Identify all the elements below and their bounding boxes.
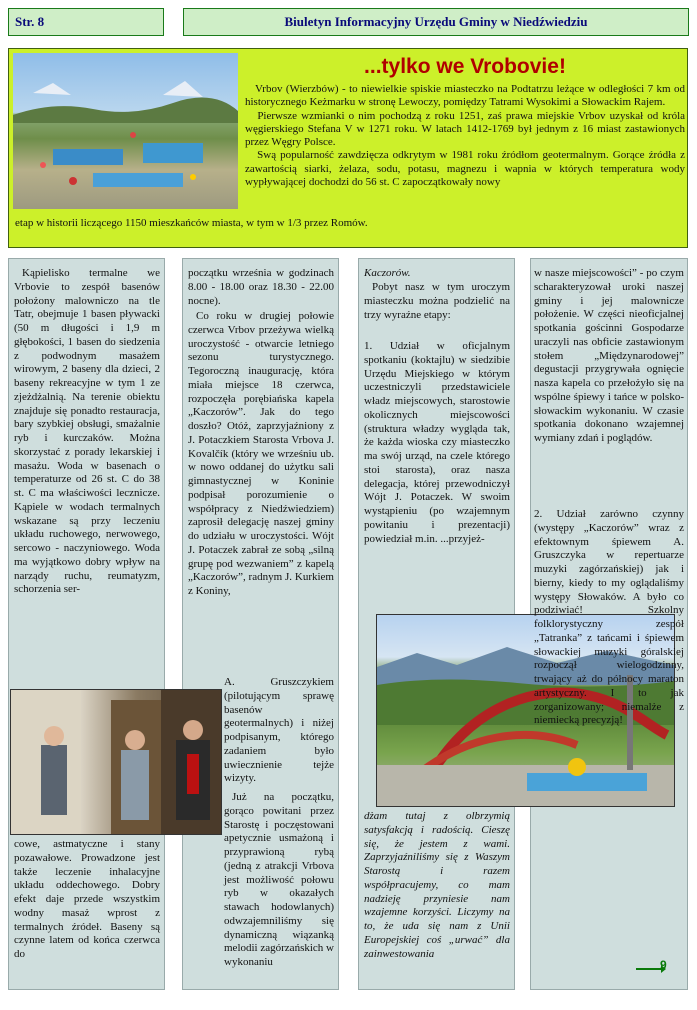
col3-text-d: dżam tutaj z olbrzymią satysfakcją i radością. Cieszę się, że jestem z wami. Zaprzyjaźniliśmy się z Waszym Starostą i razem współpracujemy, co mam nadzieję przyniesie nam wzajemne korzyści. Liczymy na to, że uda się nam z Unii Europejskiej coś „urwać” dla zainwestowania [364, 810, 510, 960]
col2-text-a: początku września w godzinach 8.00 - 18.00 oraz 18.30 - 22.00 nocne). [188, 267, 334, 307]
page-label: Str. 8 [15, 14, 45, 29]
bulletin-title: Biuletyn Informacyjny Urzędu Gminy w Niedźwiedziu [284, 14, 588, 29]
intro-title: ...tylko we Vrobovie! [364, 55, 566, 78]
col2-text-b: Co roku w drugiej połowie czerwca Vrbov przeżywa wielką uroczystość - otwarcie letniego sezonu turystycznego. Tegoroczną inaugurację, która miała miejsce 18 czerwca, rozpoczęła porębiańska kapela „Kaczorów”. Jak do tego doszło? Otóż, zaprzyjaźniony z J. Potaczkiem Starosta Vrbova J. Kovalčík (który we wrześniu ub. w nowo oddanej do użytku sali gimnastycznej w Koninie podpisał porozumienie o współpracy z Niedźwiedziem) zaprosił delegację naszej gminy do udziału w uroczystości. Wójt J. Potaczek zabrał ze sobą „silną grupę pod wezwaniem” z kapelą „Kaczorów”, radnym J. Kurkiem z Koniny, [188, 310, 334, 597]
col2-text-d: Już na początku, gorąco powitani przez Starostę i poczęstowani apetycznie usmażoną i przyprawioną rybą (jedną z atrakcji Vrbova jest możliwość połowu ryb w okazałych stawach hodowlanych) odwzajemniliśmy się dynamiczną wiązanką melodii zagórzańskich w wykonaniu [224, 791, 334, 968]
col4-text-b [534, 508, 684, 728]
col1-text-a: Kąpielisko termalne we Vrbovie to zespół basenów położony malowniczo na tle Tatr, obejmuje 1 basen pływacki (50 m długości i 1,9 m głębokości, 1 basen do siedzenia z podwodnym masażem wirowym, 2 baseny dla dzieci, 2 baseny rekreacyjne w tym 1 ze zjeżdżalnią. Na terenie obiektu znajduje się ponadto restauracja, bary szybkiej obsługi, smażalnie ryb i kurczaków. Można skorzystać z porady lekarskiej i masażu. Woda w basenach o temperaturze od 26 st. C do 38 st. C ma właściwości lecznicze. Kąpiele w wodach termalnych wskazane są przy leczeniu układu ruchowego, nerwowego, sercowo - naczyniowego. Woda ma wyjątkowo dobry wpływ na narządy ruchu, reumatyzm, schorzenia ser- [14, 267, 160, 596]
col1-text-b: cowe, astmatyczne i stany pozawałowe. Prowadzone jest także leczenie inhalacyjne układu oddechowego. Dobry efekt daje przede wszystkim wodny masaż wprost z termalnych źródeł. Baseny są czynne latem od końca czerwca do [14, 838, 160, 960]
col4-text-a: w nasze miejscowości” - po czym scharakteryzował uroki naszej gminy i jej malownicze położenie. W części nieoficjalnej spotkania gościnni Gospodarze uraczyli nas obficie zastawionym stołem „Międzynarodowej” degustacji przygrywała ognięcie nasza kapela co przełożyło się na wspólne śpiewy i tańce w polsko-słowackim wykonaniu. W czasie spotkania dokonano wzajemnej wymiany zdań i poglądów. [534, 267, 684, 444]
photo-delegation-visit [10, 689, 222, 835]
intro-paragraph-1: Vrbov (Wierzbów) - to niewielkie spiskie miasteczko na Podtatrzu leżące w odległości 7 km od historycznego Keżmarku w stronę Lewoczy, pomiędzy Tatrami Wysokimi a Słowackim Rajem. [245, 83, 685, 109]
arrow-right-icon [636, 968, 662, 970]
intro-paragraph-3-end: etap w historii liczącego 1150 mieszkańców miasta, w tym w 1/3 przez Romów. [15, 217, 368, 229]
bulletin-header [183, 8, 689, 36]
col3-text-a: Kaczorów. [364, 267, 411, 279]
intro-text-top [245, 83, 685, 189]
footer-page-number: 9 [660, 958, 667, 972]
page-number-header [8, 8, 164, 36]
col3-text-b: Pobyt nasz w tym uroczym miasteczku można podzielić na trzy wyraźne etapy: [364, 281, 510, 321]
col2-text-c: A. Gruszczykiem (pilotującym sprawę basenów geotermalnych) i niżej podpisanym, którego zadaniem było uwiecznienie tejże wizyty. [224, 676, 334, 785]
col3-text-c: 1. Udział w oficjalnym spotkaniu (koktajlu) w siedzibie Urzędu Miejskiego w którym uczestniczyli przedstawiciele władz miejscowych, starostowie okolicznych miejscowości (struktura władzy wygląda tak, że każda wioska czy miasteczko ma swój urząd, na czele którego stoi starosta), oraz nasza delegacja, której przewodniczył Wójt J. Potaczek. W swoim wystąpieniu (po wzajemnym powitaniu i prezentacji) powiedział m.in. ...przyjeż- [364, 340, 510, 545]
intro-box [8, 48, 688, 248]
col4-text-b-start: 2. Udział zarówno czynny (występy „Kaczorów” wraz z efektownym śpiewem A. Gruszczyka w repertuarze muzyki zagórzańskiej) jak i bierny, kiedy to my oglądaliśmy występy Słowaków. A było co podziwiać! Szkolny folklorystyczny zespół „Tatranka” z tańcami i śpiewem słowackiej muzyki góralskiej rozpoczął wielogodzinny, trwający aż do północy maraton artystyczny. I to jak zorganizowany; niemalże z niemiecką precyzją! [534, 508, 684, 727]
intro-paragraph-2: Pierwsze wzmianki o nim pochodzą z roku 1251, zaś prawa miejskie Vrbov uzyskał od króla węgierskiego Stefana V w 1271 roku. W latach 1412-1769 był jednym z 16 miast zastawionych przez Węgry Polsce. [245, 109, 686, 149]
photo-aquapark-aerial [13, 53, 238, 209]
intro-paragraph-3: Swą popularność zawdzięcza odkrytym w 1981 roku źródłom geotermalnym. Gorące źródła z zawartością siarki, żelaza, sodu, potasu, magnezu i wapnia w których temperatura wody wypływającej dochodzi do 56 st. C zapoczątkowały nowy [245, 149, 685, 189]
